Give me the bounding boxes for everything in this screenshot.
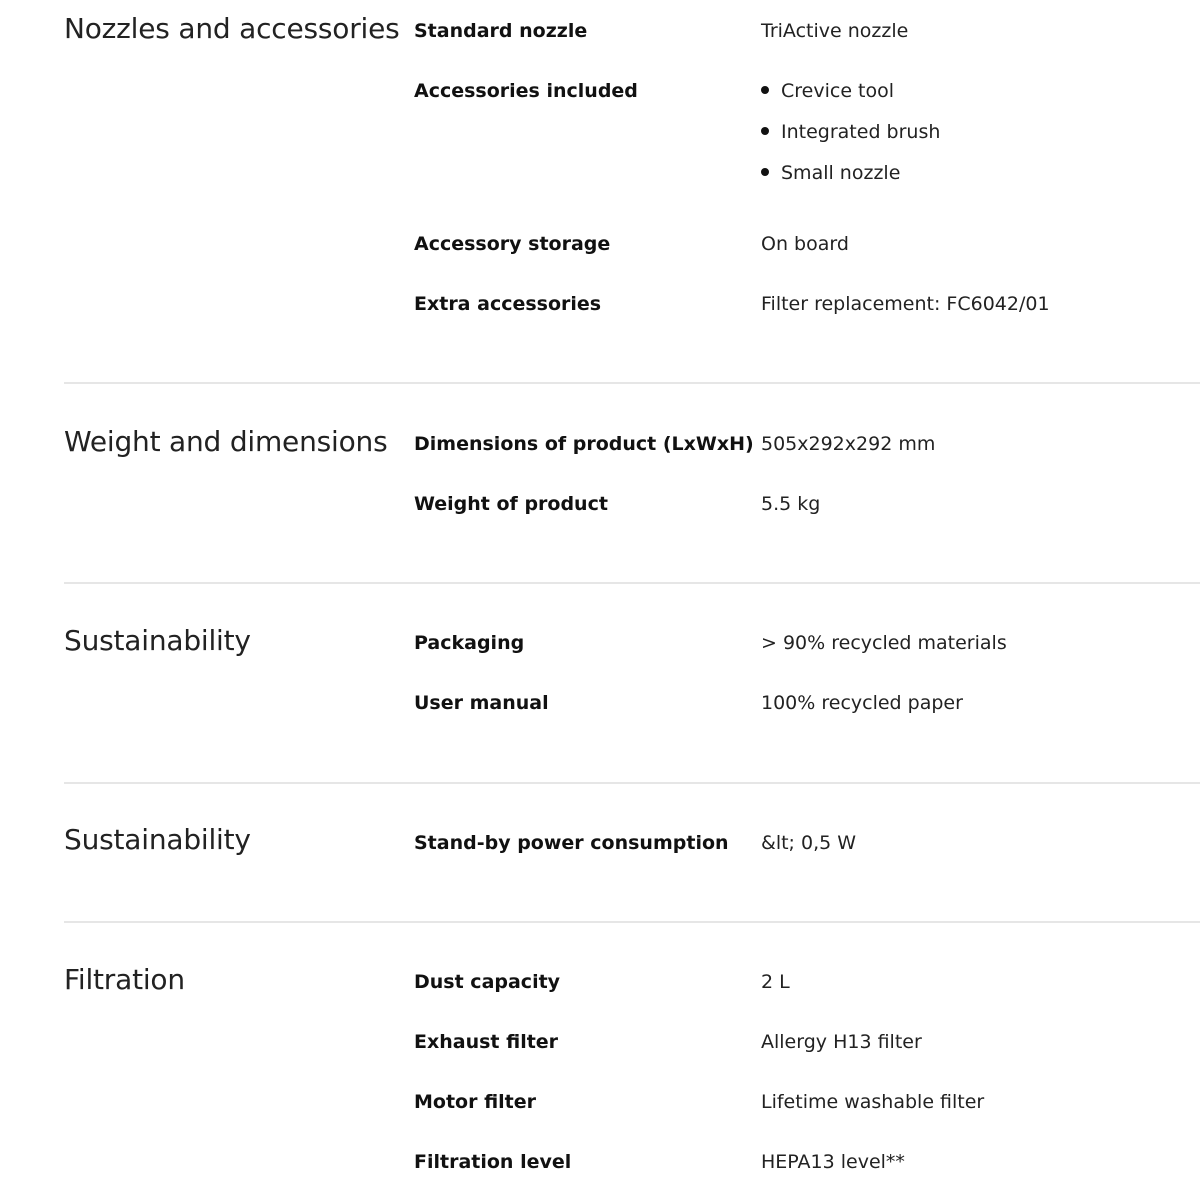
- spec-label: Weight of product: [414, 493, 608, 515]
- spec-label: Accessory storage: [414, 233, 611, 255]
- list-item-text: Small nozzle: [781, 162, 901, 184]
- spec-label: Extra accessories: [414, 293, 602, 315]
- spec-label: Exhaust filter: [414, 1031, 559, 1053]
- spec-label: Accessories included: [414, 80, 638, 102]
- bullet-icon: [761, 127, 769, 135]
- list-item: [761, 80, 894, 102]
- spec-label: Packaging: [414, 632, 525, 654]
- spec-label: Standard nozzle: [414, 20, 588, 42]
- spec-value: &lt; 0,5 W: [761, 832, 857, 854]
- list-item: [761, 121, 940, 143]
- section-title: Sustainability: [64, 624, 251, 657]
- spec-label: Stand-by power consumption: [414, 832, 729, 854]
- spec-value: TriActive nozzle: [761, 20, 909, 42]
- list-item-text: Integrated brush: [781, 121, 941, 143]
- spec-value: HEPA13 level**: [761, 1151, 905, 1173]
- spec-label: Dust capacity: [414, 971, 561, 993]
- spec-label: Filtration level: [414, 1151, 572, 1173]
- section-divider: [64, 921, 1200, 923]
- spec-value: 5.5 kg: [761, 493, 821, 515]
- spec-label: User manual: [414, 692, 549, 714]
- spec-value: Filter replacement: FC6042/01: [761, 293, 1050, 315]
- spec-label: Motor filter: [414, 1091, 537, 1113]
- spec-value: > 90% recycled materials: [761, 632, 1007, 654]
- spec-value: Lifetime washable filter: [761, 1091, 985, 1113]
- section-divider: [64, 382, 1200, 384]
- spec-value: 2 L: [761, 971, 790, 993]
- section-title: Sustainability: [64, 823, 251, 856]
- section-title: Filtration: [64, 963, 185, 996]
- spec-value: 100% recycled paper: [761, 692, 963, 714]
- list-item-text: Crevice tool: [781, 80, 895, 102]
- spec-label: Dimensions of product (LxWxH): [414, 433, 754, 455]
- spec-value: On board: [761, 233, 849, 255]
- section-divider: [64, 582, 1200, 584]
- section-title: Nozzles and accessories: [64, 12, 400, 45]
- list-item: [761, 162, 900, 184]
- section-divider: [64, 782, 1200, 784]
- spec-value: Allergy H13 filter: [761, 1031, 922, 1053]
- bullet-icon: [761, 168, 769, 176]
- section-title: Weight and dimensions: [64, 425, 388, 458]
- spec-value: 505x292x292 mm: [761, 433, 936, 455]
- bullet-icon: [761, 86, 769, 94]
